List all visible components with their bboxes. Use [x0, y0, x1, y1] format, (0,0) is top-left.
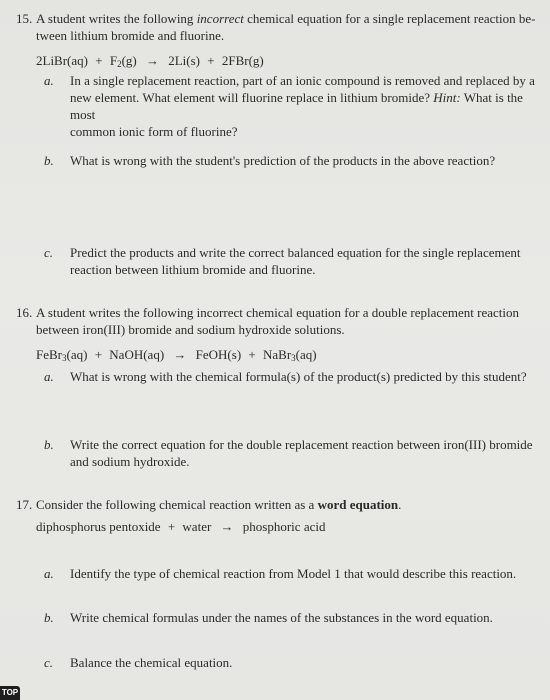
word-equation: diphosphorus pentoxide + water → phosphoric acid: [36, 519, 326, 534]
question-16: 16. A student writes the following incorrect chemical equation for a double replacement reaction between iron(III) bromide and sodium hydroxide solutions. FeBr$_3$(aq) + NaOH(aq) → FeOH(s) + NaBr$_3$(aq) a. What is wrong with the chemical formula(s) of the product(s) predicted by this student? b. Write the correct equation for the double replacement reaction between iron(III) bromide and sodium hydroxide.: [16, 304, 536, 474]
reaction-arrow: →: [173, 347, 187, 362]
question-stem: A student writes the following incorrect chemical equation for a double replacement reaction between iron(III) bromide and sodium hydroxide solutions.: [36, 305, 519, 337]
reaction-arrow: →: [220, 519, 234, 534]
question-number: 17.: [16, 497, 33, 512]
reaction-arrow: →: [145, 53, 159, 68]
question-15: 15. A student writes the following incorrect chemical equation for a single replacement reaction be- tween lithium bromide and fluorine. 2LiBr(aq) + $F_2(g) \to 2Li(s) + 2FBr(g)$ a. In a single replacement reaction, part of an ionic compound is removed and replaced by a new element. What element will fluorine replace in lithium bromide? Hint: What is the most common ionic form of fluorine? b. What is wrong with the student's prediction of the products in the above reaction? c. Predict the products and write the correct balanced equation for the single replacement reaction between lithium bromide and fluorine.: [16, 10, 536, 280]
top-badge[interactable]: TOP: [0, 686, 20, 700]
question-17: 17. Consider the following chemical reaction written as a word equation. diphosphorus pentoxide + water → phosphoric acid a. Identify the type of chemical reaction from Model 1 that would describe this reaction. b. Write chemical formulas under the names of the substances in the word equation. c. Balance the chemical equation.: [16, 496, 536, 676]
question-stem: Consider the following chemical reaction written as a word equation.: [36, 497, 402, 512]
chemical-equation: 2LiBr(aq) + $F_2(g) \to 2Li(s) + 2FBr(g)$: [36, 53, 264, 69]
chemical-equation: FeBr$_3$(aq) + NaOH(aq) → FeOH(s) + NaBr$_3$(aq): [36, 347, 317, 363]
question-number: 16.: [16, 305, 33, 320]
question-stem: A student writes the following incorrect chemical equation for a single replacement reaction be- tween lithium bromide and fluorine.: [36, 11, 536, 43]
question-number: 15.: [16, 11, 33, 26]
